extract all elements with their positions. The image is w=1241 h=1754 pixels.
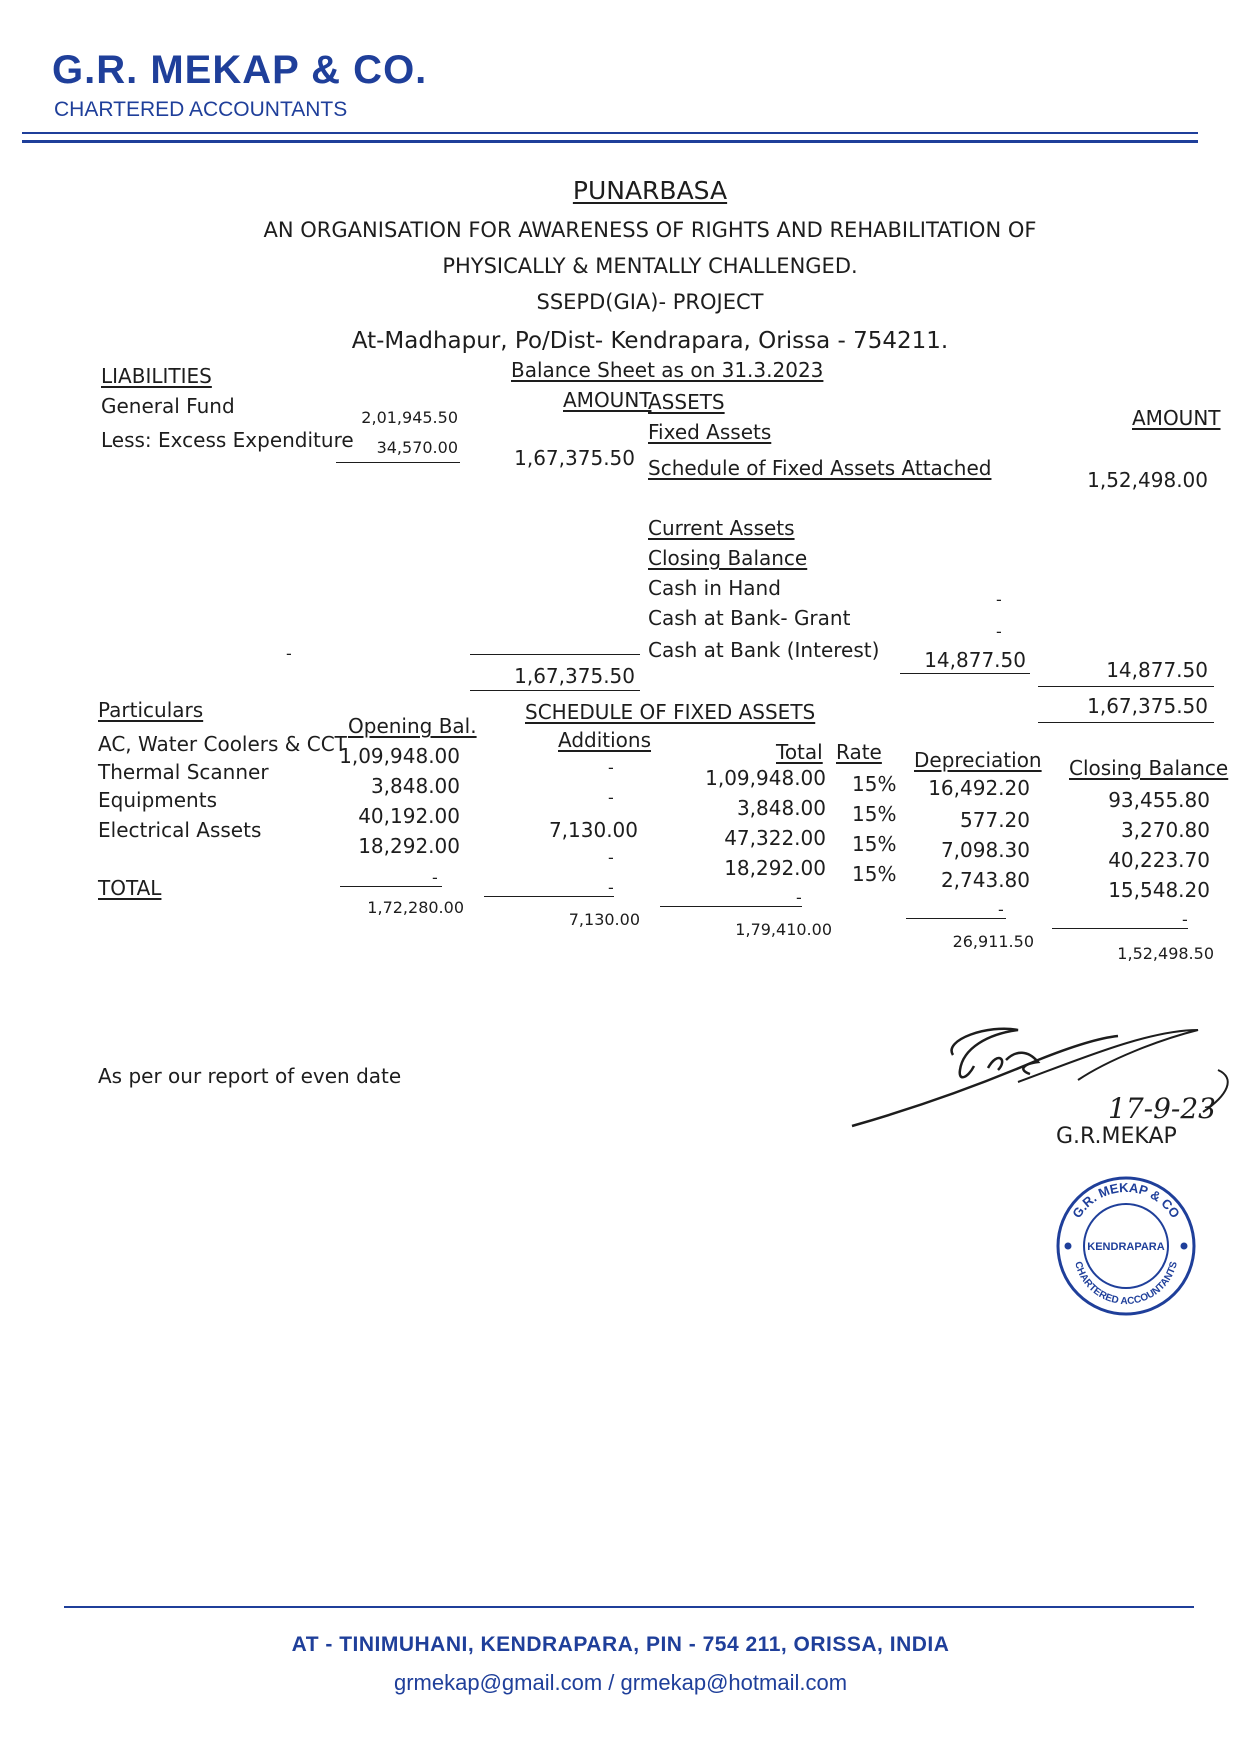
col-additions-header: Additions xyxy=(558,728,652,752)
signature-name: G.R.MEKAP xyxy=(1056,1124,1177,1149)
svg-text:G.R. MEKAP & CO xyxy=(1069,1180,1183,1221)
footer-address: AT - TINIMUHANI, KENDRAPARA, PIN - 754 211, ORISSA, INDIA xyxy=(291,1633,950,1656)
total-depreciation: 26,911.50 xyxy=(952,932,1034,951)
amount-header-left: AMOUNT xyxy=(563,388,652,412)
assets-total-rule-top xyxy=(1038,686,1214,687)
row2-closing: 3,270.80 xyxy=(1120,818,1210,842)
seal-top-text: G.R. MEKAP & CO xyxy=(1069,1179,1183,1221)
row1-total: 1,09,948.00 xyxy=(705,766,826,790)
less-excess-label: Less: Excess Expenditure xyxy=(101,428,354,452)
row2-particular: Thermal Scanner xyxy=(98,760,269,784)
cash-interest-underline xyxy=(900,673,1030,674)
fixed-assets-value: 1,52,498.00 xyxy=(1087,468,1208,492)
balance-sheet-title: Balance Sheet as on 31.3.2023 xyxy=(511,358,824,382)
row4-particular: Electrical Assets xyxy=(98,818,262,842)
general-fund-label: General Fund xyxy=(101,394,235,418)
assets-total-value: 1,67,375.50 xyxy=(1087,694,1208,718)
row4-rate: 15% xyxy=(852,862,897,886)
less-excess-value: 34,570.00 xyxy=(376,438,458,457)
cash-in-hand-label: Cash in Hand xyxy=(648,576,781,600)
footer-emails: grmekap@gmail.com / grmekap@hotmail.com xyxy=(393,1670,848,1695)
row2-additions: - xyxy=(608,788,614,807)
schedule-attached-label: Schedule of Fixed Assets Attached xyxy=(648,456,992,480)
row3-rate: 15% xyxy=(852,832,897,856)
row3-particular: Equipments xyxy=(98,788,217,812)
cash-bank-grant-dash: - xyxy=(996,622,1002,641)
row4-opening: 18,292.00 xyxy=(358,834,460,858)
project-name: SSEPD(GIA)- PROJECT xyxy=(536,290,764,314)
total-rule-3 xyxy=(660,906,802,907)
row3-opening: 40,192.00 xyxy=(358,804,460,828)
cash-bank-interest-value: 14,877.50 xyxy=(924,648,1026,672)
total-dash-4: - xyxy=(998,900,1004,919)
col-opening-header: Opening Bal. xyxy=(348,714,477,738)
row4-total: 18,292.00 xyxy=(724,856,826,880)
col-particulars-header: Particulars xyxy=(98,698,204,722)
report-note: As per our report of even date xyxy=(98,1064,402,1088)
row3-depreciation: 7,098.30 xyxy=(940,838,1030,862)
liabilities-header: LIABILITIES xyxy=(101,364,212,388)
col-rate-header: Rate xyxy=(836,740,882,764)
stray-dash: - xyxy=(286,644,292,663)
amount-header-right: AMOUNT xyxy=(1132,406,1221,430)
net-fund-value: 1,67,375.50 xyxy=(514,446,635,470)
col-total-header: Total xyxy=(776,740,823,764)
org-name-text: PUNARBASA xyxy=(572,176,728,205)
total-dash-3: - xyxy=(796,888,802,907)
total-rule-2 xyxy=(484,896,614,897)
row4-closing: 15,548.20 xyxy=(1108,878,1210,902)
row4-additions: - xyxy=(608,848,614,867)
total-dash-1: - xyxy=(432,868,438,887)
current-assets-total: 14,877.50 xyxy=(1106,658,1208,682)
total-label: TOTAL xyxy=(98,876,162,900)
signature-date: 17-9-23 xyxy=(1108,1092,1216,1125)
row1-additions: - xyxy=(608,758,614,777)
closing-balance-label: Closing Balance xyxy=(648,546,808,570)
row3-total: 47,322.00 xyxy=(724,826,826,850)
row2-depreciation: 577.20 xyxy=(960,808,1030,832)
svg-text:CHARTERED ACCOUNTANTS xyxy=(1072,1260,1180,1307)
header-rule-top xyxy=(22,132,1198,134)
total-rule-5 xyxy=(1052,928,1188,929)
header-rule-bottom xyxy=(22,140,1198,143)
row2-total: 3,848.00 xyxy=(736,796,826,820)
cash-bank-interest-label: Cash at Bank (Interest) xyxy=(648,638,880,662)
assets-total-rule-bottom xyxy=(1038,722,1214,723)
footer-rule xyxy=(64,1606,1194,1608)
cash-in-hand-dash: - xyxy=(996,590,1002,609)
total-rule-4 xyxy=(906,918,1006,919)
signature-mark xyxy=(848,1020,1238,1150)
current-assets-label: Current Assets xyxy=(648,516,795,540)
total-opening: 1,72,280.00 xyxy=(367,898,464,917)
total-dash-5: - xyxy=(1182,910,1188,929)
total-total: 1,79,410.00 xyxy=(735,920,832,939)
schedule-title: SCHEDULE OF FIXED ASSETS xyxy=(525,700,816,724)
less-excess-underline xyxy=(336,462,460,463)
total-closing: 1,52,498.50 xyxy=(1117,944,1214,963)
seal-center-text: KENDRAPARA xyxy=(1087,1241,1165,1253)
row1-particular: AC, Water Coolers & CCT xyxy=(98,732,347,756)
row1-rate: 15% xyxy=(852,772,897,796)
row4-depreciation: 2,743.80 xyxy=(940,868,1030,892)
row1-opening: 1,09,948.00 xyxy=(339,744,460,768)
firm-name: G.R. MEKAP & CO. xyxy=(52,48,428,92)
row3-closing: 40,223.70 xyxy=(1108,848,1210,872)
liab-total-value: 1,67,375.50 xyxy=(514,664,635,688)
total-additions: 7,130.00 xyxy=(568,910,640,929)
general-fund-value: 2,01,945.50 xyxy=(361,408,458,427)
total-rule-1 xyxy=(340,886,442,887)
org-address: At-Madhapur, Po/Dist- Kendrapara, Orissa - 754211. xyxy=(351,328,949,354)
firm-subtitle: CHARTERED ACCOUNTANTS xyxy=(54,98,348,121)
total-dash-2: - xyxy=(608,878,614,897)
liab-total-rule-top xyxy=(470,654,640,655)
col-closing-header: Closing Balance xyxy=(1069,756,1229,780)
org-desc-line1: AN ORGANISATION FOR AWARENESS OF RIGHTS AND REHABILITATION OF xyxy=(263,218,1037,242)
org-name xyxy=(0,176,1241,205)
row2-rate: 15% xyxy=(852,802,897,826)
row1-depreciation: 16,492.20 xyxy=(928,776,1030,800)
assets-header: ASSETS xyxy=(648,390,725,414)
col-depreciation-header: Depreciation xyxy=(914,748,1042,772)
org-desc-line2: PHYSICALLY & MENTALLY CHALLENGED. xyxy=(442,254,858,278)
fixed-assets-label: Fixed Assets xyxy=(648,420,772,444)
liab-total-rule-bottom xyxy=(470,690,640,691)
row3-additions: 7,130.00 xyxy=(548,818,638,842)
cash-bank-grant-label: Cash at Bank- Grant xyxy=(648,606,851,630)
row1-closing: 93,455.80 xyxy=(1108,788,1210,812)
firm-seal xyxy=(1052,1172,1200,1320)
row2-opening: 3,848.00 xyxy=(370,774,460,798)
seal-bottom-text: CHARTERED ACCOUNTANTS xyxy=(1072,1260,1180,1308)
